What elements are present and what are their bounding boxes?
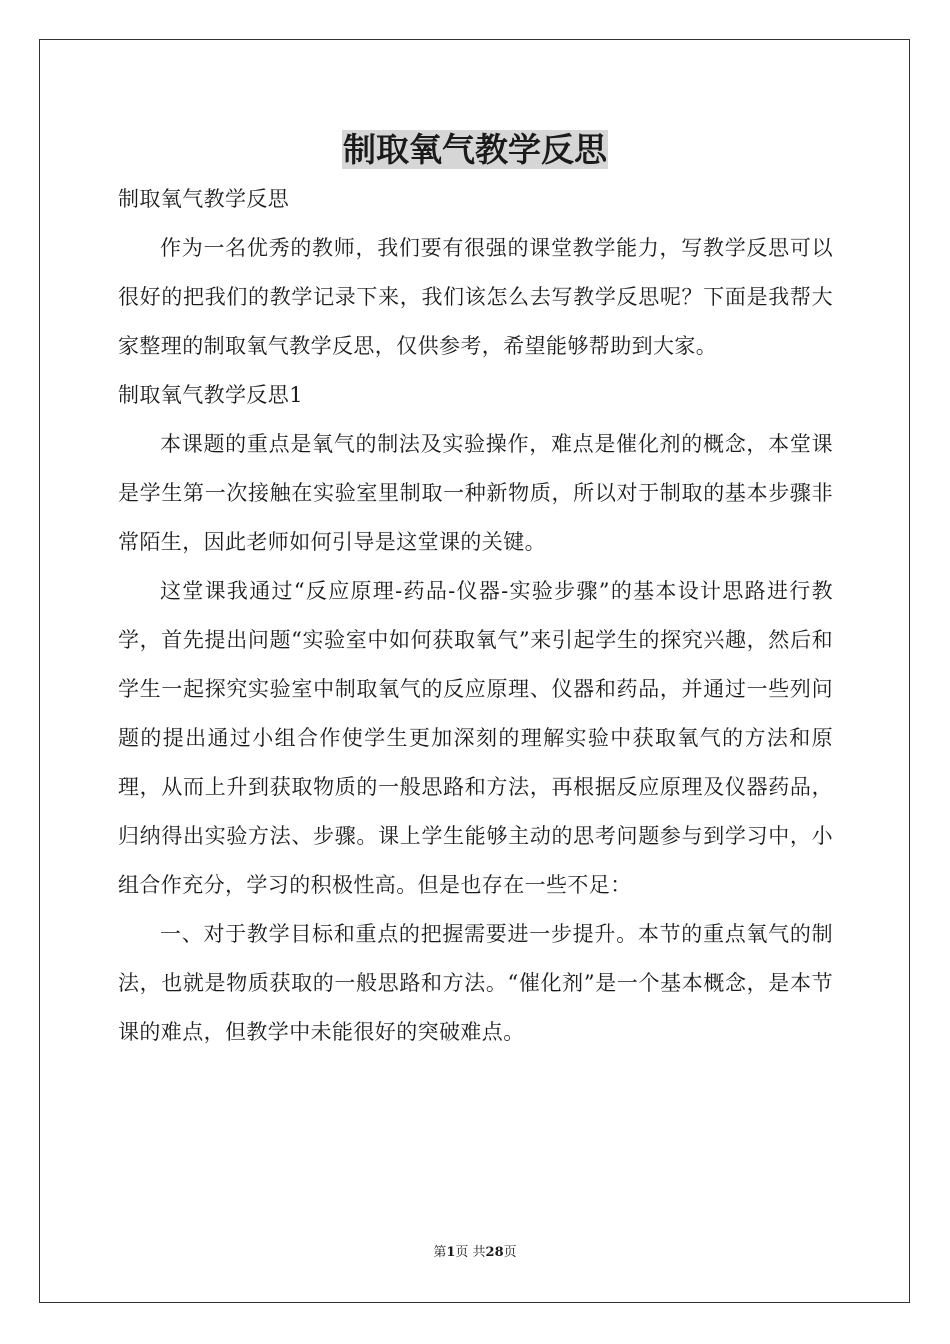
footer-suffix: 页	[503, 1245, 517, 1260]
footer-total-pages: 28	[485, 1245, 504, 1260]
intro-heading: 制取氧气教学反思	[118, 187, 290, 211]
body-paragraph: 本课题的重点是氧气的制法及实验操作，难点是催化剂的概念，本堂课是学生第一次接触在实验室里制取一种新物质，所以对于制取的基本步骤非常陌生，因此老师如何引导是这堂课的关键。	[118, 432, 833, 554]
body-paragraph: 一、对于教学目标和重点的把握需要进一步提升。本节的重点氧气的制法，也就是物质获取的一般思路和方法。“催化剂”是一个基本概念，是本节课的难点，但教学中未能很好的突破难点。	[118, 922, 833, 1044]
body-paragraph: 这堂课我通过“反应原理-药品-仪器-实验步骤”的基本设计思路进行教学，首先提出问题“实验室中如何获取氧气”来引起学生的探究兴趣，然后和学生一起探究实验室中制取氧气的反应原理、仪器和药品，并通过一些列问题的提出通过小组合作使学生更加深刻的理解实验中获取氧气的方法和原理，从而上升到获取物质的一般思路和方法，再根据反应原理及仪器药品，归纳得出实验方法、步骤。课上学生能够主动的思考问题参与到学习中，小组合作充分，学习的积极性高。但是也存在一些不足：	[118, 579, 833, 897]
section-heading-1: 制取氧气教学反思1	[118, 383, 303, 407]
footer-prefix: 第	[433, 1245, 447, 1260]
document-title-text: 制取氧气教学反思	[343, 130, 607, 169]
document-body	[118, 175, 833, 1057]
footer-mid: 页 共	[455, 1245, 486, 1260]
footer-page-number: 1	[446, 1245, 456, 1260]
document-title	[0, 128, 950, 172]
page-footer	[0, 1244, 950, 1262]
intro-paragraph: 作为一名优秀的教师，我们要有很强的课堂教学能力，写教学反思可以很好的把我们的教学记录下来，我们该怎么去写教学反思呢？下面是我帮大家整理的制取氧气教学反思，仅供参考，希望能够帮助到大家。	[118, 236, 833, 358]
